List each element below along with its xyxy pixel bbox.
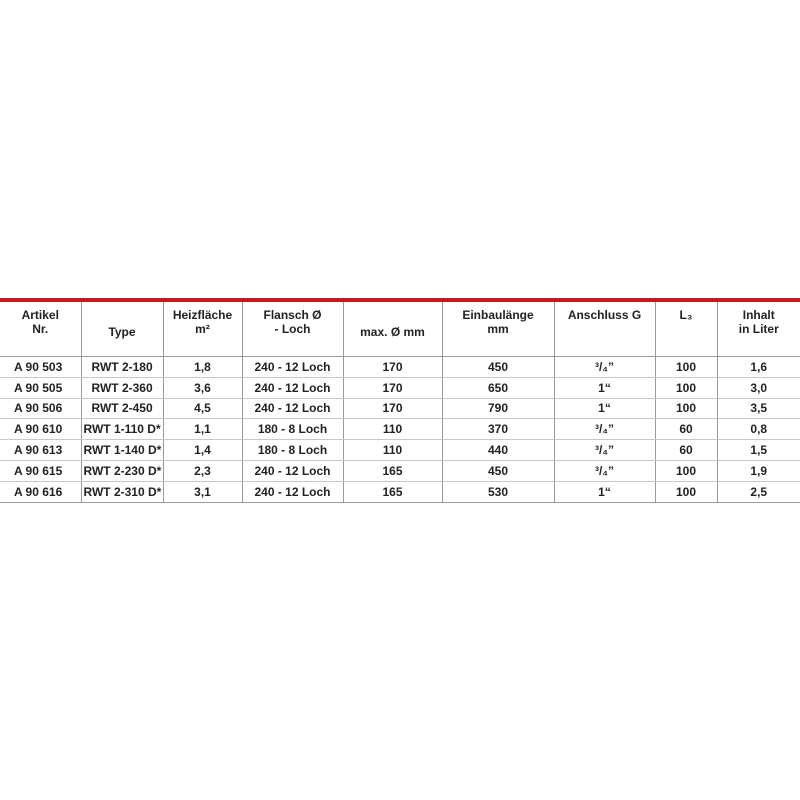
header-line: Inhalt [742, 308, 775, 322]
cell-einbaulaenge: 450 [442, 460, 554, 481]
header-line: L₃ [679, 308, 693, 322]
cell-einbaulaenge: 790 [442, 398, 554, 419]
header-line: Artikel [21, 308, 59, 322]
header-line: mm [487, 322, 509, 336]
cell-inhalt: 1,9 [717, 460, 800, 481]
cell-type: RWT 1-110 D* [81, 419, 163, 440]
cell-artikel: A 90 613 [0, 440, 81, 461]
cell-l3: 60 [655, 419, 717, 440]
cell-flansch: 240 - 12 Loch [242, 481, 343, 502]
table-header [0, 302, 800, 357]
header-line: in Liter [738, 322, 779, 336]
product-table-container [0, 298, 800, 503]
cell-max-diameter: 170 [343, 398, 442, 419]
header-einbaulaenge [442, 302, 554, 357]
table-row [0, 398, 800, 419]
cell-heizflaeche: 3,6 [163, 377, 242, 398]
cell-anschluss: ³/₄” [554, 440, 655, 461]
cell-type: RWT 2-310 D* [81, 481, 163, 502]
header-line: Nr. [32, 322, 49, 336]
table-row [0, 377, 800, 398]
cell-einbaulaenge: 650 [442, 377, 554, 398]
cell-heizflaeche: 3,1 [163, 481, 242, 502]
cell-heizflaeche: 1,4 [163, 440, 242, 461]
cell-einbaulaenge: 530 [442, 481, 554, 502]
cell-inhalt: 1,6 [717, 357, 800, 378]
cell-anschluss: ³/₄” [554, 357, 655, 378]
cell-anschluss: ³/₄” [554, 419, 655, 440]
header-line: Flansch Ø [263, 308, 322, 322]
table-row [0, 440, 800, 461]
header-flansch [242, 302, 343, 357]
cell-max-diameter: 110 [343, 440, 442, 461]
cell-flansch: 180 - 8 Loch [242, 419, 343, 440]
cell-artikel: A 90 616 [0, 481, 81, 502]
cell-inhalt: 2,5 [717, 481, 800, 502]
table-row [0, 419, 800, 440]
cell-flansch: 180 - 8 Loch [242, 440, 343, 461]
cell-artikel: A 90 615 [0, 460, 81, 481]
cell-anschluss: ³/₄” [554, 460, 655, 481]
cell-l3: 100 [655, 398, 717, 419]
cell-flansch: 240 - 12 Loch [242, 357, 343, 378]
cell-max-diameter: 110 [343, 419, 442, 440]
cell-heizflaeche: 1,1 [163, 419, 242, 440]
cell-flansch: 240 - 12 Loch [242, 377, 343, 398]
header-row [0, 302, 800, 357]
cell-artikel: A 90 506 [0, 398, 81, 419]
header-heizflaeche [163, 302, 242, 357]
header-inhalt [717, 302, 800, 357]
cell-type: RWT 1-140 D* [81, 440, 163, 461]
cell-type: RWT 2-450 [81, 398, 163, 419]
cell-flansch: 240 - 12 Loch [242, 460, 343, 481]
cell-anschluss: 1“ [554, 481, 655, 502]
cell-l3: 60 [655, 440, 717, 461]
cell-l3: 100 [655, 460, 717, 481]
cell-type: RWT 2-360 [81, 377, 163, 398]
header-line: Heizfläche [172, 308, 233, 322]
cell-type: RWT 2-230 D* [81, 460, 163, 481]
table-row [0, 460, 800, 481]
cell-inhalt: 1,5 [717, 440, 800, 461]
cell-einbaulaenge: 450 [442, 357, 554, 378]
cell-anschluss: 1“ [554, 398, 655, 419]
header-artikel-nr [0, 302, 81, 357]
header-type [81, 302, 163, 357]
cell-heizflaeche: 2,3 [163, 460, 242, 481]
header-anschluss [554, 302, 655, 357]
cell-max-diameter: 165 [343, 481, 442, 502]
cell-einbaulaenge: 440 [442, 440, 554, 461]
header-line: - Loch [274, 322, 311, 336]
cell-l3: 100 [655, 481, 717, 502]
cell-heizflaeche: 4,5 [163, 398, 242, 419]
product-table [0, 302, 800, 503]
cell-flansch: 240 - 12 Loch [242, 398, 343, 419]
table-row [0, 481, 800, 502]
cell-l3: 100 [655, 377, 717, 398]
cell-einbaulaenge: 370 [442, 419, 554, 440]
cell-max-diameter: 165 [343, 460, 442, 481]
cell-type: RWT 2-180 [81, 357, 163, 378]
header-l3 [655, 302, 717, 357]
header-line: max. Ø mm [360, 325, 425, 339]
cell-inhalt: 3,0 [717, 377, 800, 398]
cell-artikel: A 90 505 [0, 377, 81, 398]
cell-inhalt: 3,5 [717, 398, 800, 419]
header-line: Type [108, 325, 136, 339]
cell-anschluss: 1“ [554, 377, 655, 398]
cell-max-diameter: 170 [343, 377, 442, 398]
header-line: Einbaulänge [462, 308, 534, 322]
table-body [0, 357, 800, 503]
table-row [0, 357, 800, 378]
cell-heizflaeche: 1,8 [163, 357, 242, 378]
header-line: Anschluss G [567, 308, 642, 322]
header-line: m² [195, 322, 210, 336]
cell-inhalt: 0,8 [717, 419, 800, 440]
cell-max-diameter: 170 [343, 357, 442, 378]
cell-artikel: A 90 610 [0, 419, 81, 440]
cell-artikel: A 90 503 [0, 357, 81, 378]
cell-l3: 100 [655, 357, 717, 378]
header-max-diameter [343, 302, 442, 357]
